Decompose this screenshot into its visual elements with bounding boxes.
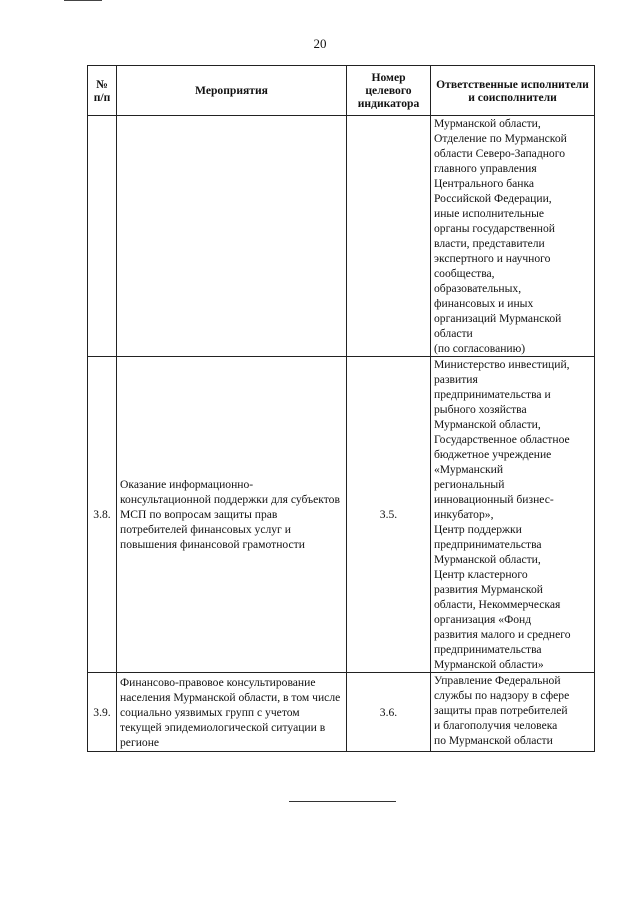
executor-line: организаций Мурманской (434, 312, 562, 325)
executor-line: Мурманской области, (434, 553, 541, 566)
bottom-rule (289, 801, 396, 802)
row-executors (431, 673, 595, 752)
executor-line: иные исполнительные (434, 207, 545, 220)
row-number: 3.8. (88, 357, 117, 673)
executor-line: Государственное областное (434, 433, 570, 446)
table-row (88, 673, 595, 752)
header-num: № п/п (88, 66, 117, 116)
row-indicator (347, 116, 431, 357)
executor-line: Центр кластерного (434, 568, 528, 581)
executor-line: развития Мурманской (434, 583, 543, 596)
executor-line: Центрального банка (434, 177, 535, 190)
top-rule (64, 0, 102, 1)
executor-line: службы по надзору в сфере (434, 689, 570, 702)
executor-line: Мурманской области, (434, 117, 541, 130)
executor-line: финансовых и иных (434, 297, 534, 310)
executor-line: Центр поддержки (434, 523, 522, 536)
executor-line: экспертного и научного (434, 252, 551, 265)
executor-line: Управление Федеральной (434, 674, 561, 687)
executor-line: по Мурманской области (434, 734, 553, 747)
executor-line: Мурманской области, (434, 418, 541, 431)
row-number: 3.9. (88, 673, 117, 752)
executor-line: защиты прав потребителей (434, 704, 568, 717)
header-measures: Мероприятия (117, 66, 347, 116)
executor-line: и благополучия человека (434, 719, 558, 732)
page-number: 20 (313, 36, 327, 51)
executor-line: инкубатор», (434, 508, 494, 521)
row-executors (431, 116, 595, 357)
executor-line: главного управления (434, 162, 537, 175)
executor-line: власти, представители (434, 237, 545, 250)
executor-line: области, Некоммерческая (434, 598, 561, 611)
executor-line: бюджетное учреждение (434, 448, 552, 461)
executor-line: сообщества, (434, 267, 495, 280)
table-row (88, 116, 595, 357)
executor-line: предпринимательства и (434, 388, 551, 401)
executor-line: (по согласованию) (434, 342, 526, 355)
row-measure: Оказание информационно-консультационной поддержки для субъектов МСП по вопросам защиты прав потребителей финансовых услуг и повышения финансовой грамотности (117, 357, 347, 673)
executor-line: Министерство инвестиций, (434, 358, 570, 371)
header-indicator: Номер целевого индикатора (347, 66, 431, 116)
table-row (88, 357, 595, 673)
row-indicator: 3.5. (347, 357, 431, 673)
executor-line: области Северо-Западного (434, 147, 565, 160)
row-number (88, 116, 117, 357)
executor-line: области (434, 327, 473, 340)
executor-line: «Мурманский (434, 463, 504, 476)
executor-line: рыбного хозяйства (434, 403, 527, 416)
executor-line: органы государственной (434, 222, 556, 235)
row-measure (117, 116, 347, 357)
table-header-row (88, 66, 595, 116)
executor-line: предпринимательства (434, 643, 542, 656)
executor-line: Российской Федерации, (434, 192, 552, 205)
row-executors (431, 357, 595, 673)
executor-line: региональный (434, 478, 505, 491)
executor-line: инновационный бизнес- (434, 493, 554, 506)
row-indicator: 3.6. (347, 673, 431, 752)
header-executors: Ответственные исполнители и соисполнители (431, 66, 595, 116)
executor-line: Мурманской области» (434, 658, 544, 671)
executor-line: развития малого и среднего (434, 628, 571, 641)
executor-line: развития (434, 373, 478, 386)
executor-line: предпринимательства (434, 538, 542, 551)
measures-table (87, 65, 595, 752)
row-measure: Финансово-правовое консультирование населения Мурманской области, в том числе социально уязвимых групп с учетом текущей эпидемиологической ситуации в регионе (117, 673, 347, 752)
executor-line: организация «Фонд (434, 613, 532, 626)
executor-line: Отделение по Мурманской (434, 132, 567, 145)
executor-line: образовательных, (434, 282, 522, 295)
